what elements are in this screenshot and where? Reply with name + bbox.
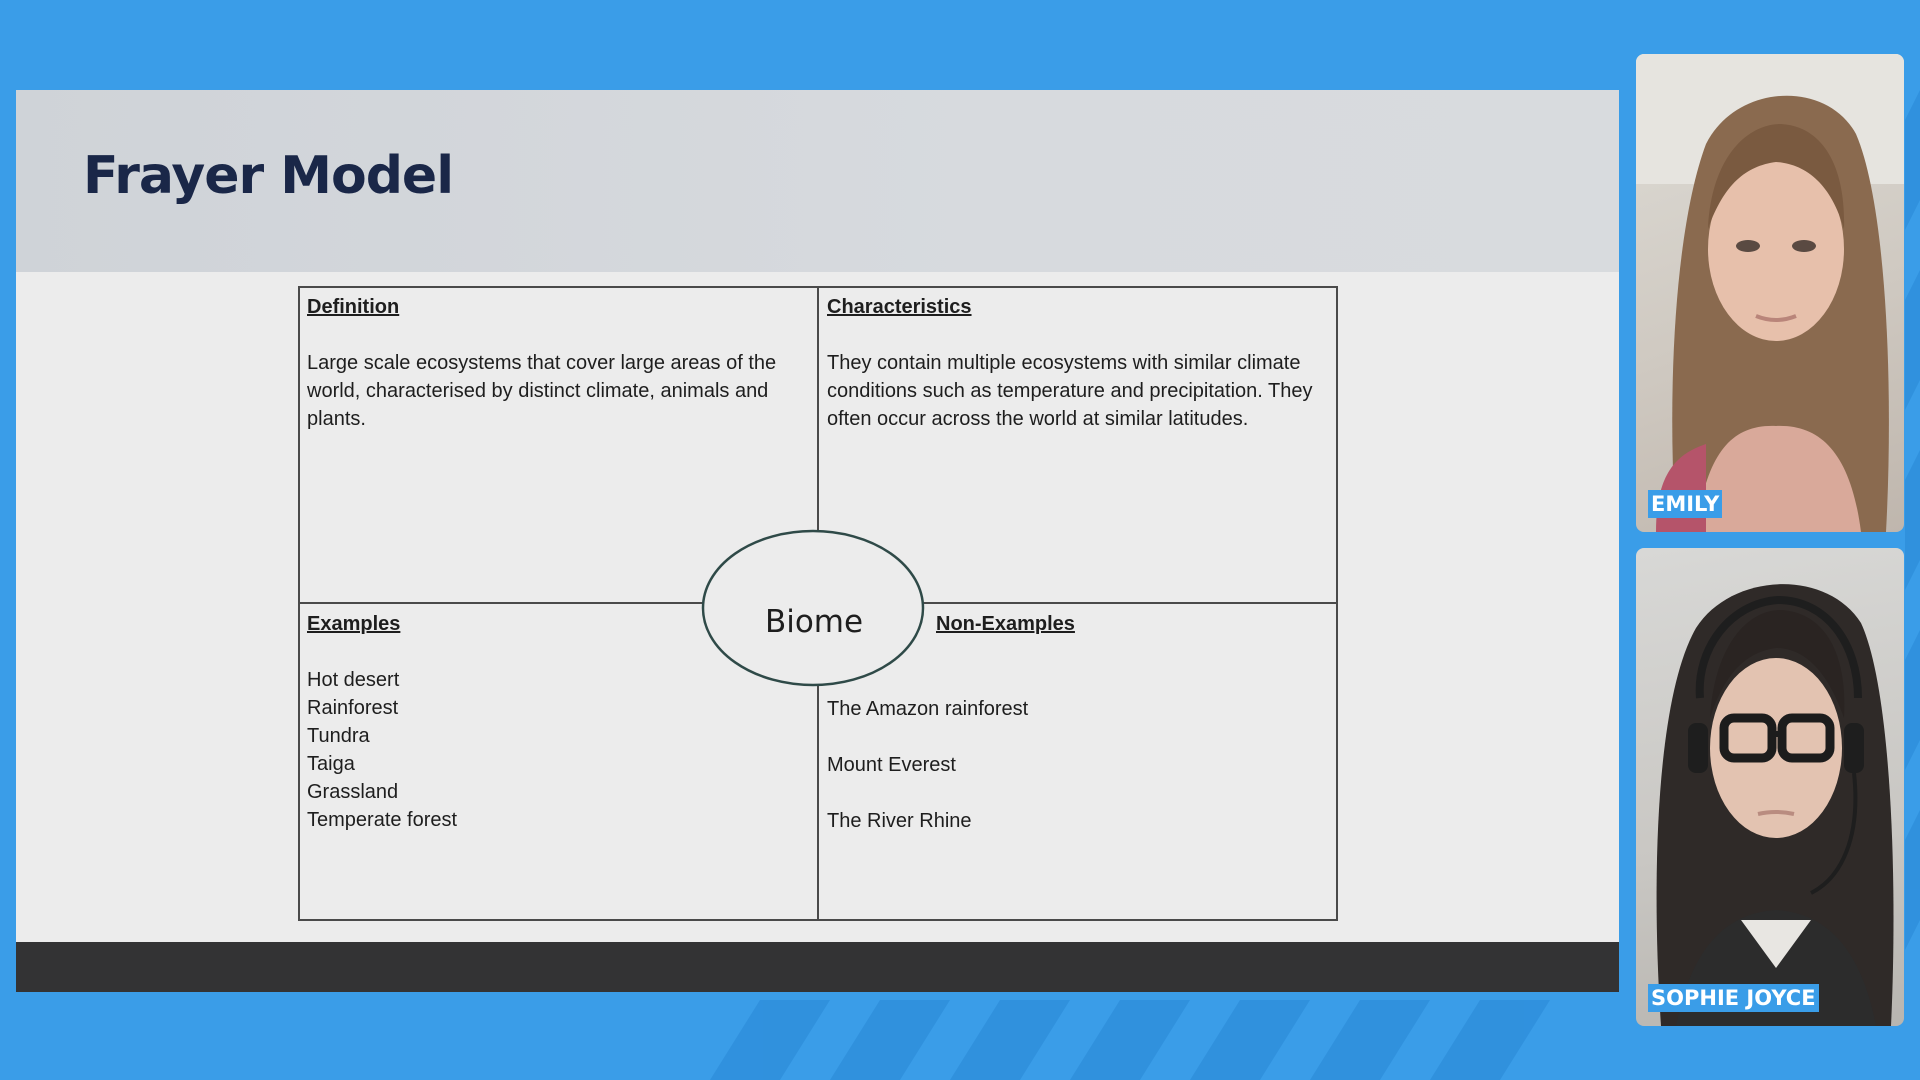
presentation-slide [16, 90, 1619, 992]
participant-video-frame [1636, 548, 1904, 1026]
participant-video-emily[interactable] [1636, 54, 1904, 532]
slide-footer-bar [16, 942, 1619, 992]
participant-name-tag: EMILY [1648, 490, 1722, 518]
participant-video-frame [1636, 54, 1904, 532]
definition-quadrant [298, 286, 818, 603]
non-examples-heading: Non-Examples [936, 613, 1075, 635]
definition-heading: Definition [307, 296, 400, 318]
slide-title: Frayer Model [83, 146, 454, 206]
characteristics-text: They contain multiple ecosystems with similar climate conditions such as temperature and precipitation. They often occur across the world at similar latitudes. [827, 352, 1313, 430]
example-item: Taiga [307, 753, 355, 775]
non-examples-quadrant [818, 688, 1338, 908]
example-item: Hot desert [307, 669, 400, 691]
slide-header [16, 90, 1619, 272]
examples-quadrant [298, 603, 698, 920]
participant-name-tag: SOPHIE JOYCE [1648, 984, 1819, 1012]
non-example-item: Mount Everest [827, 754, 956, 776]
non-example-item: The River Rhine [827, 810, 972, 832]
examples-heading: Examples [307, 613, 401, 635]
example-item: Rainforest [307, 697, 399, 719]
definition-text: Large scale ecosystems that cover large areas of the world, characterised by distinct climate, animals and plants. [307, 352, 777, 430]
participant-video-sophie-joyce[interactable] [1636, 548, 1904, 1026]
frayer-model-diagram [298, 286, 1338, 921]
example-item: Temperate forest [307, 809, 458, 831]
example-item: Grassland [307, 781, 399, 803]
characteristics-heading: Characteristics [827, 296, 972, 318]
example-item: Tundra [307, 725, 370, 747]
non-examples-heading-box [927, 603, 1327, 653]
center-term: Biome [764, 604, 864, 640]
non-example-item: The Amazon rainforest [827, 698, 1029, 720]
characteristics-quadrant [818, 286, 1338, 603]
